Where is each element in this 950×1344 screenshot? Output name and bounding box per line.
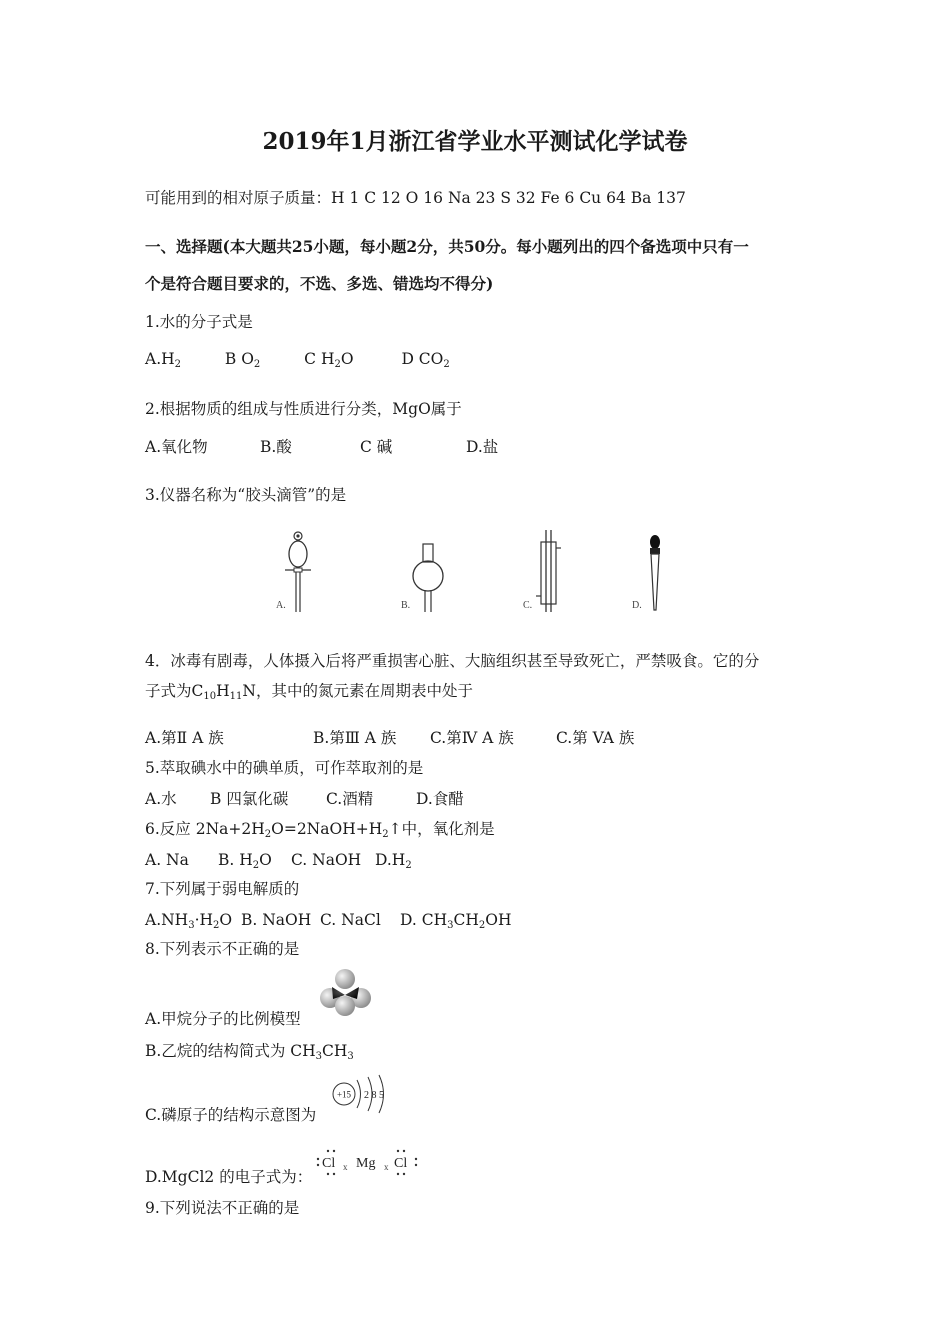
q8-option-c[interactable]: C.磷原子的结构示意图为 <box>145 1106 317 1124</box>
q1-stem: 1.水的分子式是 <box>145 313 253 331</box>
atomic-masses: 可能用到的相对原子质量：H 1 C 12 O 16 Na 23 S 32 Fe 6 Cu 64 Ba 137 <box>145 189 686 207</box>
cl-right-label: Cl <box>394 1156 408 1171</box>
q4-option-d[interactable]: C.第 VA 族 <box>556 729 635 747</box>
q5-option-a[interactable]: A.水 <box>145 790 177 808</box>
q2-option-a[interactable]: A.氧化物 <box>145 438 208 456</box>
q5-option-b[interactable]: B 四氯化碳 <box>210 790 289 808</box>
q8-option-d[interactable]: D.MgCl2 的电子式为： <box>145 1168 313 1186</box>
q7-option-b[interactable]: B. NaOH <box>241 911 312 929</box>
q6-option-a[interactable]: A. Na <box>145 851 189 869</box>
q3-instruments-figure <box>270 526 680 618</box>
q6-option-d[interactable]: $D.H_2$ <box>375 851 412 871</box>
q7-option-c[interactable]: C. NaCl <box>320 911 381 929</box>
mgcl2-electron-formula <box>312 1146 424 1178</box>
phosphorus-atom-diagram <box>324 1072 396 1116</box>
electron-cross-left: x <box>343 1162 348 1172</box>
q1-option-d[interactable]: D $CO_2$ <box>401 350 450 370</box>
cl-left-label: Cl <box>322 1156 336 1171</box>
q8-stem: 8.下列表示不正确的是 <box>145 940 300 958</box>
q1-option-c[interactable]: C $H_2O$ <box>304 350 354 370</box>
q4-option-c[interactable]: C.第Ⅳ A 族 <box>430 729 514 747</box>
q4-line1: 4．冰毒有剧毒，人体摄入后将严重损害心脏、大脑组织甚至导致死亡，严禁吸食。它的分 <box>145 652 760 670</box>
q5-stem: 5.萃取碘水中的碘单质，可作萃取剂的是 <box>145 759 424 777</box>
exam-title: 2019年1月浙江省学业水平测试化学试卷 <box>262 128 688 155</box>
q4-option-b[interactable]: B.第Ⅲ A 族 <box>313 729 397 747</box>
instrument-a-label: A. <box>276 600 286 611</box>
q1-option-a[interactable]: $A.H_2$ <box>145 350 182 370</box>
methane-model-icon <box>318 968 376 1018</box>
instrument-d-label: D. <box>632 600 642 611</box>
q5-option-d[interactable]: D.食醋 <box>416 790 464 808</box>
q8-option-b[interactable]: B.乙烷的结构简式为 $CH_3CH_3$ <box>145 1042 354 1062</box>
q1-options <box>145 348 450 370</box>
section-heading-line2: 个是符合题目要求的，不选、多选、错选均不得分) <box>145 274 494 293</box>
q4-option-a[interactable]: A.第Ⅱ A 族 <box>145 729 224 747</box>
q9-stem: 9.下列说法不正确的是 <box>145 1199 300 1217</box>
q8-option-a[interactable]: A.甲烷分子的比例模型 <box>145 1010 301 1028</box>
q2-option-d[interactable]: D.盐 <box>466 438 499 456</box>
q6-stem: 6.反应 $2Na+2H_2O=2NaOH+H_2↑$中，氧化剂是 <box>145 820 495 840</box>
dropper-icon[interactable] <box>650 535 660 610</box>
q2-stem: 2.根据物质的组成与性质进行分类，MgO属于 <box>145 400 462 418</box>
electron-shells-label: 2 8 5 <box>364 1090 384 1101</box>
q6-option-c[interactable]: C. NaOH <box>291 851 362 869</box>
instrument-b-label: B. <box>401 600 411 611</box>
q7-stem: 7.下列属于弱电解质的 <box>145 880 300 898</box>
q7-option-a[interactable]: $A.NH_3\cdot H_2O$ <box>145 911 233 931</box>
section-heading-line1: 一、选择题(本大题共25小题，每小题2分，共50分。每小题列出的四个备选项中只有一 <box>145 237 749 256</box>
instrument-b-icon[interactable] <box>413 544 443 612</box>
q2-option-b[interactable]: B.酸 <box>260 438 292 456</box>
instrument-a-icon[interactable] <box>285 532 311 612</box>
mg-label: Mg <box>356 1156 376 1171</box>
instrument-c-icon[interactable] <box>536 530 561 612</box>
q6-option-b[interactable]: B. $H_2O$ <box>218 851 272 871</box>
q1-option-b[interactable]: B $O_2$ <box>224 350 261 370</box>
instrument-c-label: C. <box>523 600 533 611</box>
q5-option-c[interactable]: C.酒精 <box>326 790 374 808</box>
q2-option-c[interactable]: C 碱 <box>360 438 393 456</box>
q7-option-d[interactable]: D. $CH_3CH_2OH$ <box>400 911 512 931</box>
nucleus-label: +15 <box>336 1089 352 1100</box>
q3-stem: 3.仪器名称为“胶头滴管”的是 <box>145 486 347 504</box>
electron-cross-right: x <box>384 1162 389 1172</box>
q4-line2: 子式为$C_{10}H_{11}N$，其中的氮元素在周期表中处于 <box>145 682 473 702</box>
